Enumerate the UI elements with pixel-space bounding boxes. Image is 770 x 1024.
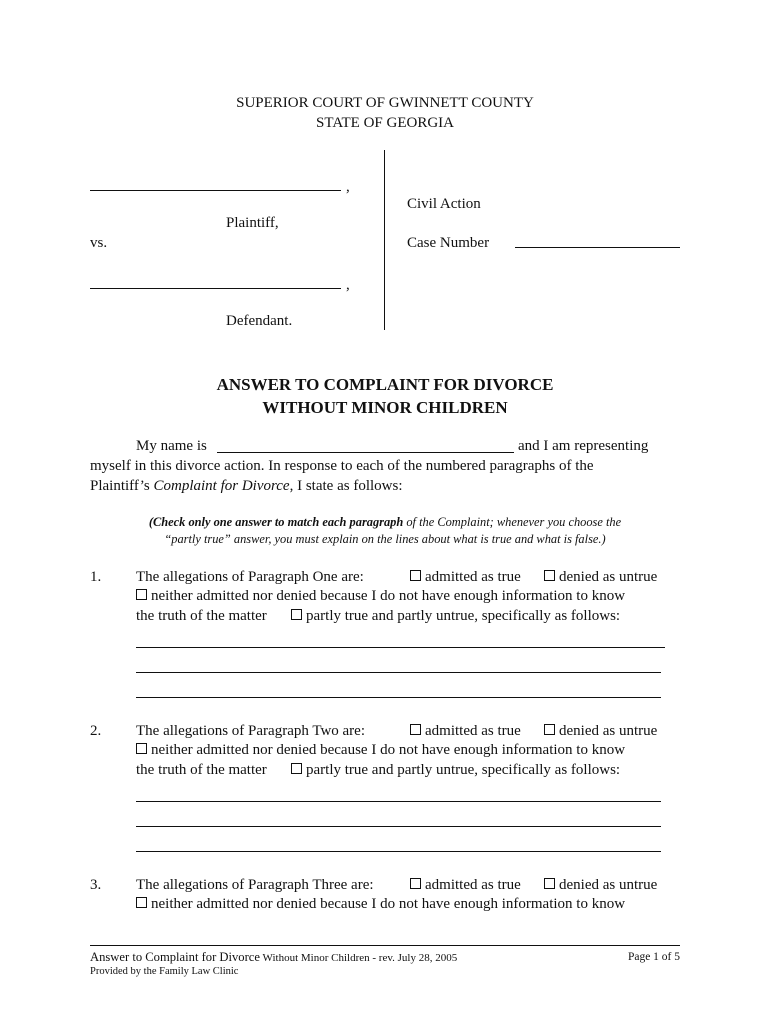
admitted-label: admitted as true <box>425 877 521 893</box>
representing-label: and I am representing <box>518 438 649 454</box>
checkbox-neither[interactable] <box>136 897 147 908</box>
case-number-line[interactable] <box>515 247 680 248</box>
checkbox-admitted[interactable] <box>410 724 421 735</box>
footer-provided-by: Provided by the Family Law Clinic <box>90 966 239 977</box>
checkbox-denied[interactable] <box>544 724 555 735</box>
explanation-line[interactable] <box>136 647 665 648</box>
document-title: ANSWER TO COMPLAINT FOR DIVORCE <box>216 375 554 394</box>
explanation-line[interactable] <box>136 801 661 802</box>
explanation-line[interactable] <box>136 672 661 673</box>
neither-option[interactable] <box>136 895 625 913</box>
intro-line-3-pre: Plaintiff’s <box>90 478 154 494</box>
admitted-label: admitted as true <box>425 723 521 739</box>
truth-label: the truth of the matter <box>136 608 267 624</box>
checkbox-denied[interactable] <box>544 570 555 581</box>
my-name-is-label: My name is <box>136 438 207 454</box>
defendant-label: Defendant. <box>226 313 293 329</box>
denied-option[interactable] <box>544 876 657 894</box>
partly-label: partly true and partly untrue, specifically as follows: <box>306 762 621 778</box>
defendant-comma: , <box>346 277 350 293</box>
checkbox-neither[interactable] <box>136 743 147 754</box>
paragraph-number: 3. <box>90 877 102 893</box>
checkbox-admitted[interactable] <box>410 570 421 581</box>
partly-option[interactable] <box>291 761 620 779</box>
neither-label: neither admitted nor denied because I do not have enough information to know <box>151 588 626 604</box>
intro-line-3-post: , I state as follows: <box>289 478 403 494</box>
paragraph-number: 1. <box>90 569 102 585</box>
my-name-line[interactable] <box>217 452 514 453</box>
case-number-label: Case Number <box>407 235 490 251</box>
denied-label: denied as untrue <box>559 569 658 585</box>
footer-rule <box>90 945 680 946</box>
instructions-rest: of the Complaint; whenever you choose the <box>403 515 622 529</box>
explanation-line[interactable] <box>136 697 661 698</box>
intro-line-2: myself in this divorce action. In response to each of the numbered paragraphs of the <box>90 458 594 474</box>
footer-title-large: Answer to Complaint for Divorce <box>90 950 260 964</box>
checkbox-partly[interactable] <box>291 609 302 620</box>
caption-divider <box>384 150 385 330</box>
neither-label: neither admitted nor denied because I do not have enough information to know <box>151 742 626 758</box>
partly-label: partly true and partly untrue, specifically as follows: <box>306 608 621 624</box>
paragraph-lead: The allegations of Paragraph One are: <box>136 569 364 585</box>
checkbox-admitted[interactable] <box>410 878 421 889</box>
civil-action-label: Civil Action <box>407 196 481 212</box>
paragraph-number: 2. <box>90 723 102 739</box>
neither-label: neither admitted nor denied because I do not have enough information to know <box>151 896 626 912</box>
footer-title-small: Without Minor Children - rev. July 28, 2005 <box>259 952 458 964</box>
paragraph-lead: The allegations of Paragraph Three are: <box>136 877 374 893</box>
plaintiff-label: Plaintiff, <box>226 215 279 231</box>
partly-option[interactable] <box>291 607 620 625</box>
admitted-option[interactable] <box>410 722 521 740</box>
paragraph-lead: The allegations of Paragraph Two are: <box>136 723 366 739</box>
document-subtitle: WITHOUT MINOR CHILDREN <box>262 398 508 417</box>
instructions-line-1 <box>100 514 670 530</box>
footer-title <box>90 950 457 965</box>
explanation-line[interactable] <box>136 826 661 827</box>
admitted-label: admitted as true <box>425 569 521 585</box>
court-state: STATE OF GEORGIA <box>316 115 454 131</box>
admitted-option[interactable] <box>410 876 521 894</box>
court-name: SUPERIOR COURT OF GWINNETT COUNTY <box>236 95 534 111</box>
explanation-line[interactable] <box>136 851 661 852</box>
denied-label: denied as untrue <box>559 877 658 893</box>
instructions-line-2: “partly true” answer, you must explain on the lines about what is true and what is false.) <box>164 532 606 546</box>
defendant-name-line[interactable] <box>90 288 341 289</box>
checkbox-partly[interactable] <box>291 763 302 774</box>
admitted-option[interactable] <box>410 568 521 586</box>
checkbox-neither[interactable] <box>136 589 147 600</box>
neither-option[interactable] <box>136 741 625 759</box>
plaintiff-name-line[interactable] <box>90 190 341 191</box>
complaint-title: Complaint for Divorce <box>153 478 290 494</box>
neither-option[interactable] <box>136 587 625 605</box>
plaintiff-comma: , <box>346 179 350 195</box>
intro-line-3 <box>90 477 403 495</box>
denied-option[interactable] <box>544 568 657 586</box>
vs-label: vs. <box>90 235 108 251</box>
instructions-bold: (Check only one answer to match each paragraph <box>148 515 404 529</box>
checkbox-denied[interactable] <box>544 878 555 889</box>
truth-label: the truth of the matter <box>136 762 267 778</box>
page-number: Page 1 of 5 <box>627 951 680 963</box>
denied-label: denied as untrue <box>559 723 658 739</box>
denied-option[interactable] <box>544 722 657 740</box>
